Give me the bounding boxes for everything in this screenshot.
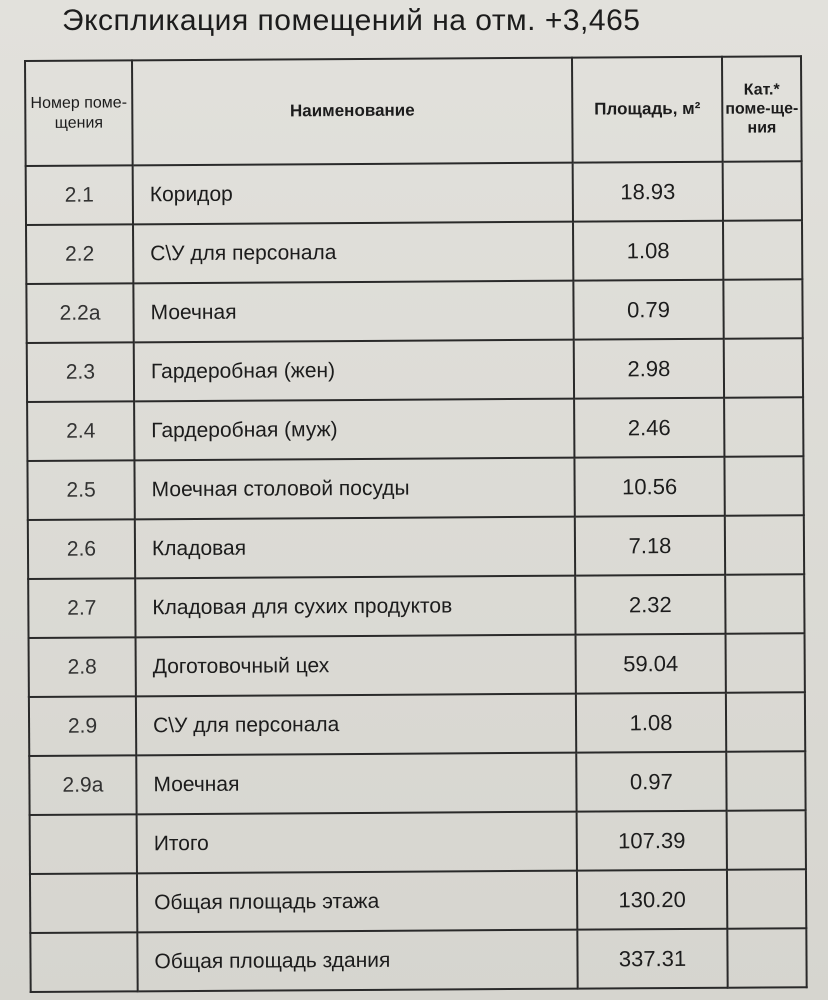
room-category: [724, 456, 803, 515]
room-name: С\У для персонала: [133, 222, 573, 284]
table-row: [26, 220, 802, 284]
room-number: 2.5: [27, 460, 134, 520]
room-number: 2.2: [26, 224, 133, 284]
page-title: Экспликация помещений на отм. +3,465: [62, 4, 641, 37]
room-category: [724, 338, 803, 397]
room-name: Гардеробная (муж): [134, 399, 574, 461]
table-row: [29, 633, 805, 697]
room-category: [724, 397, 803, 456]
total-label: Итого: [137, 812, 577, 874]
explication-table: [24, 55, 808, 993]
room-number: 2.1: [26, 165, 133, 225]
room-category: [723, 279, 802, 338]
room-number: 2.3: [27, 342, 134, 402]
room-number: 2.4: [27, 401, 134, 461]
total-row: [30, 810, 806, 874]
room-category: [723, 220, 802, 279]
room-area: 18.93: [573, 162, 723, 222]
header-number: Номер поме-щения: [25, 60, 133, 166]
room-category: [726, 751, 805, 810]
room-name: Коридор: [133, 163, 573, 225]
room-number: [30, 873, 137, 933]
room-number: [30, 932, 137, 992]
table-row: [28, 515, 804, 579]
table-row: [29, 751, 805, 815]
room-area: 1.08: [576, 693, 726, 753]
table-header-row: [25, 56, 802, 166]
room-area: 10.56: [574, 457, 724, 517]
room-category: [726, 692, 805, 751]
floor-area-label: Общая площадь этажа: [137, 871, 577, 933]
room-area: 1.08: [573, 221, 723, 281]
room-name: Гардеробная (жен): [134, 340, 574, 402]
room-category: [727, 869, 806, 928]
room-name: Доготовочный цех: [136, 635, 576, 697]
building-area-value: 337.31: [577, 929, 727, 989]
room-number: 2.9: [29, 696, 136, 756]
room-area: 0.97: [576, 752, 726, 812]
header-name: Наименование: [132, 58, 573, 166]
room-number: 2.9а: [29, 755, 136, 815]
table-row: [27, 456, 803, 520]
room-number: 2.7: [28, 578, 135, 638]
table-row: [26, 279, 802, 343]
table-row: [26, 161, 802, 225]
header-category: Кат.* поме-ще-ния: [722, 56, 802, 161]
room-name: Моечная: [136, 753, 576, 815]
room-category: [727, 810, 806, 869]
table-row: [27, 397, 803, 461]
room-number: [30, 814, 137, 874]
building-area-label: Общая площадь здания: [137, 930, 577, 992]
room-area: 59.04: [576, 634, 726, 694]
room-category: [725, 515, 804, 574]
table-row: [29, 692, 805, 756]
room-number: 2.6: [28, 519, 135, 579]
room-number: 2.2а: [26, 283, 133, 343]
room-area: 2.98: [574, 339, 724, 399]
total-area: 107.39: [577, 811, 727, 871]
table-row: [27, 338, 803, 402]
room-category: [727, 928, 806, 987]
room-category: [725, 574, 804, 633]
room-area: 2.32: [575, 575, 725, 635]
room-category: [723, 161, 802, 220]
header-area: Площадь, м²: [572, 57, 723, 163]
room-name: Кладовая для сухих продуктов: [135, 576, 575, 638]
room-name: Моечная: [133, 281, 573, 343]
floor-area-row: [30, 869, 806, 933]
room-area: 2.46: [574, 398, 724, 458]
room-name: С\У для персонала: [136, 694, 576, 756]
room-name: Моечная столовой посуды: [134, 458, 574, 520]
room-area: 0.79: [573, 280, 723, 340]
room-name: Кладовая: [135, 517, 575, 579]
table-row: [28, 574, 804, 638]
building-area-row: [30, 928, 806, 992]
room-number: 2.8: [29, 637, 136, 697]
room-category: [726, 633, 805, 692]
floor-area-value: 130.20: [577, 870, 727, 930]
room-area: 7.18: [575, 516, 725, 576]
